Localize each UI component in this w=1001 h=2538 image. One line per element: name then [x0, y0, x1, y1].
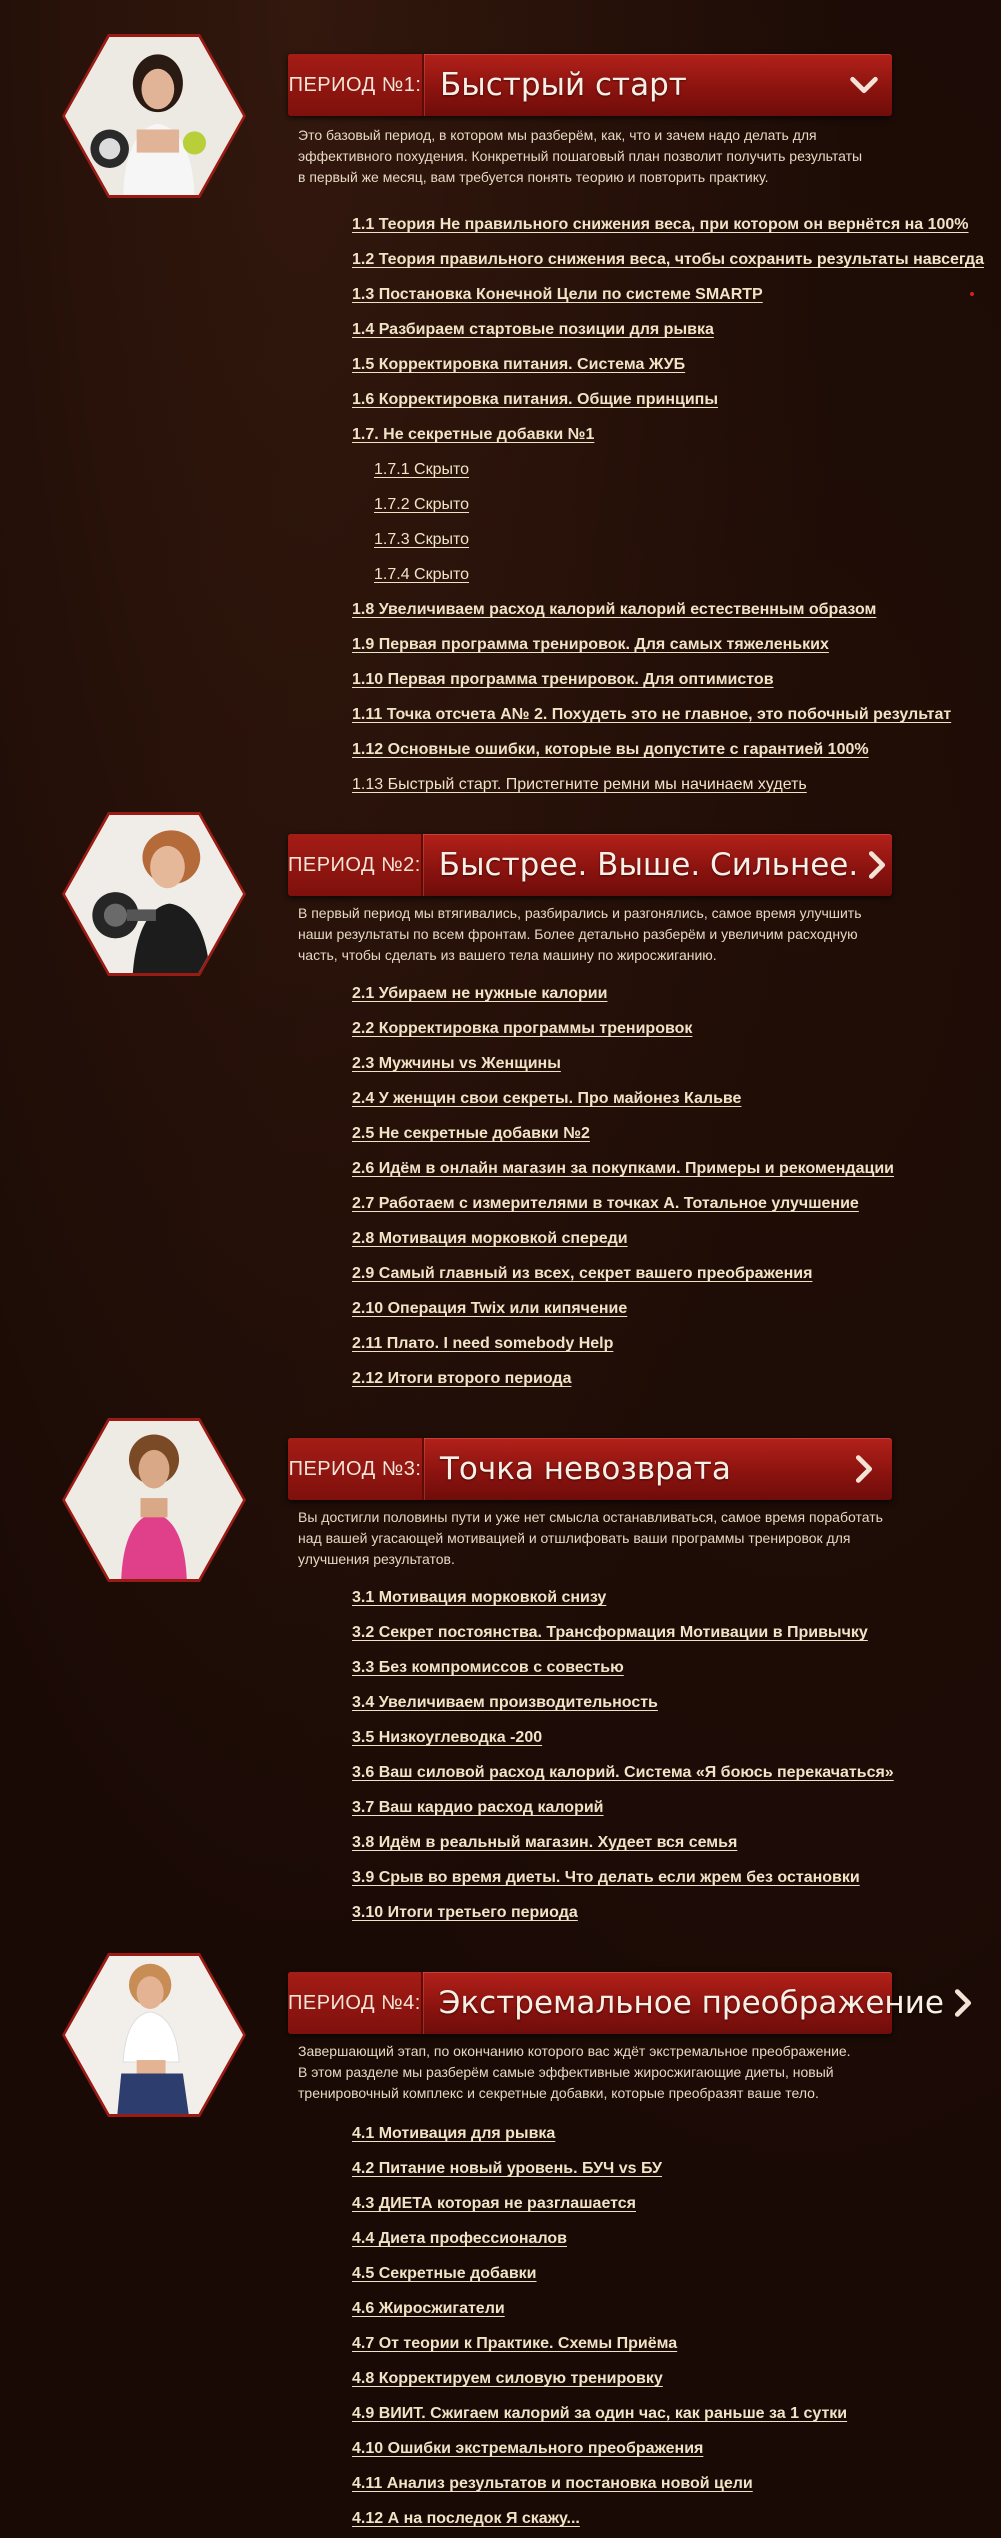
lesson-item: [352, 2431, 992, 2466]
lesson-item: [352, 312, 992, 347]
lesson-item: [352, 207, 992, 242]
lesson-item: [352, 732, 992, 767]
description-line: улучшения результатов.: [298, 1551, 455, 1567]
lesson-link[interactable]: 4.9 ВИИТ. Сжигаем калорий за один час, как раньше за 1 сутки: [352, 2405, 848, 2422]
chevron-down-icon: [845, 66, 883, 104]
lesson-link[interactable]: 1.12 Основные ошибки, которые вы допустите с гарантией 100%: [352, 741, 869, 758]
lesson-item: [352, 767, 992, 802]
lesson-item: [352, 1685, 992, 1720]
lesson-item: [352, 1790, 992, 1825]
decorative-dot: [970, 292, 974, 296]
period-1-title: Быстрый старт: [440, 67, 687, 103]
period-4-description: [298, 2041, 888, 2104]
woman-transformation-image: [65, 1956, 243, 2114]
period-2-header[interactable]: [288, 834, 892, 896]
sub-lesson-link[interactable]: 1.7.2 Скрыто: [374, 496, 470, 513]
lesson-item: [352, 1720, 992, 1755]
lesson-link[interactable]: 1.7. Не секретные добавки №1: [352, 426, 595, 443]
period-2-toggle[interactable]: [858, 834, 896, 896]
lesson-item: [352, 1615, 992, 1650]
lesson-link[interactable]: 2.2 Корректировка программы тренировок: [352, 1020, 693, 1037]
lesson-item: [352, 2396, 992, 2431]
lesson-link[interactable]: 4.5 Секретные добавки: [352, 2265, 537, 2282]
lesson-link[interactable]: 1.8 Увеличиваем расход калорий калорий естественным образом: [352, 601, 877, 618]
lesson-link[interactable]: 3.5 Низкоуглеводка -200: [352, 1729, 543, 1746]
lesson-item: [352, 697, 992, 732]
lesson-link[interactable]: 3.9 Срыв во время диеты. Что делать если жрем без остановки: [352, 1869, 860, 1886]
lesson-link[interactable]: 4.6 Жиросжигатели: [352, 2300, 505, 2317]
lesson-link[interactable]: 2.7 Работаем с измерителями в точках А. Тотальное улучшение: [352, 1195, 859, 1212]
lesson-link[interactable]: 4.3 ДИЕТА которая не разглашается: [352, 2195, 636, 2212]
period-2-description: [298, 903, 888, 966]
lesson-item: [352, 1860, 992, 1895]
period-2-photo: [62, 812, 246, 976]
lesson-link[interactable]: 2.5 Не секретные добавки №2: [352, 1125, 590, 1142]
lesson-item: [352, 1221, 992, 1256]
sub-lesson-item: [352, 557, 992, 592]
lesson-link[interactable]: 4.1 Мотивация для рывка: [352, 2125, 556, 2142]
period-1-description: [298, 125, 888, 188]
lesson-item: [352, 2361, 992, 2396]
lesson-link[interactable]: 2.9 Самый главный из всех, секрет вашего преображения: [352, 1265, 813, 1282]
woman-with-dumbbell-image: [65, 815, 243, 973]
lesson-link[interactable]: 1.4 Разбираем стартовые позиции для рывка: [352, 321, 714, 338]
lesson-item: [352, 662, 992, 697]
lesson-item: [352, 1755, 992, 1790]
lesson-item: [352, 2466, 992, 2501]
period-2-title: Быстрее. Выше. Сильнее.: [438, 847, 859, 883]
lesson-item: [352, 1291, 992, 1326]
lesson-item: [352, 1580, 992, 1615]
description-line: тренировочный комплекс и секретные добавки, которые преобразят ваше тело.: [298, 2085, 819, 2101]
lesson-link[interactable]: 1.9 Первая программа тренировок. Для самых тяжеленьких: [352, 636, 829, 653]
lesson-item: [352, 2501, 992, 2536]
lesson-item: [352, 1116, 992, 1151]
period-1-lesson-list: [352, 207, 992, 802]
lesson-item: [352, 417, 992, 452]
lesson-link[interactable]: 3.3 Без компромиссов с совестью: [352, 1659, 624, 1676]
period-3-photo: [62, 1418, 246, 1582]
period-1-label: ПЕРИОД №1:: [288, 54, 424, 116]
period-3-toggle[interactable]: [836, 1438, 892, 1500]
lesson-item: [352, 1825, 992, 1860]
sub-lesson-link[interactable]: 1.7.4 Скрыто: [374, 566, 470, 583]
period-4-toggle[interactable]: [944, 1972, 982, 2034]
period-1-photo: [62, 34, 246, 198]
period-4-header[interactable]: [288, 1972, 944, 2034]
description-line: В первый период мы втягивались, разбирались и разгонялись, самое время улучшить: [298, 905, 862, 921]
lesson-item: [352, 2256, 992, 2291]
lesson-item: [352, 242, 992, 277]
lesson-link[interactable]: 4.2 Питание новый уровень. БУЧ vs БУ: [352, 2160, 663, 2177]
lesson-link[interactable]: 3.8 Идём в реальный магазин. Худеет вся семья: [352, 1834, 738, 1851]
description-line: наши результаты по всем фронтам. Более детально разберём и увеличим расходную: [298, 926, 858, 942]
lesson-link[interactable]: 1.6 Корректировка питания. Общие принципы: [352, 391, 718, 408]
lesson-link[interactable]: 3.1 Мотивация морковкой снизу: [352, 1589, 607, 1606]
sub-lesson-link[interactable]: 1.7.3 Скрыто: [374, 531, 470, 548]
period-4-title: Экстремальное преображение: [438, 1985, 944, 2021]
lesson-item: [352, 2326, 992, 2361]
lesson-link[interactable]: 2.10 Операция Twix или кипячение: [352, 1300, 628, 1317]
lesson-item: [352, 1081, 992, 1116]
description-line: эффективного похудения. Конкретный пошаговый план позволит получить результаты: [298, 148, 863, 164]
period-3-header[interactable]: [288, 1438, 892, 1500]
lesson-item: [352, 347, 992, 382]
lesson-item: [352, 592, 992, 627]
lesson-link[interactable]: 1.2 Теория правильного снижения веса, чтобы сохранить результаты навсегда: [352, 251, 984, 268]
lesson-link[interactable]: 1.3 Постановка Конечной Цели по системе SMARTP: [352, 286, 763, 303]
sub-lesson-item: [352, 487, 992, 522]
lesson-link[interactable]: 1.1 Теория Не правильного снижения веса, при котором он вернётся на 100%: [352, 216, 969, 233]
sub-lesson-link[interactable]: 1.7.1 Скрыто: [374, 461, 470, 478]
description-line: Вы достигли половины пути и уже нет смысла останавливаться, самое время поработать: [298, 1509, 883, 1525]
lesson-link[interactable]: 4.11 Анализ результатов и постановка новой цели: [352, 2475, 753, 2492]
description-line: В этом разделе мы разберём самые эффективные жиросжигающие диеты, новый: [298, 2064, 834, 2080]
lesson-item: [352, 277, 992, 312]
lesson-link[interactable]: 2.4 У женщин свои секреты. Про майонез Кальве: [352, 1090, 742, 1107]
lesson-link[interactable]: 4.12 А на последок Я скажу...: [352, 2510, 580, 2527]
lesson-item: [352, 2186, 992, 2221]
lesson-item: [352, 1650, 992, 1685]
lesson-link[interactable]: 1.5 Корректировка питания. Система ЖУБ: [352, 356, 686, 373]
period-1-toggle[interactable]: [836, 54, 892, 116]
lesson-item: [352, 627, 992, 662]
chevron-right-icon: [944, 1984, 982, 2022]
lesson-link[interactable]: 1.10 Первая программа тренировок. Для оптимистов: [352, 671, 774, 688]
period-3-lesson-list: [352, 1580, 992, 1930]
description-line: над вашей угасающей мотивацией и отшлифовать ваши программы тренировок для: [298, 1530, 851, 1546]
period-3-label: ПЕРИОД №3:: [288, 1438, 424, 1500]
period-3-title: Точка невозврата: [440, 1451, 731, 1487]
lesson-link[interactable]: 2.3 Мужчины vs Женщины: [352, 1055, 561, 1072]
lesson-link[interactable]: 3.6 Ваш силовой расход калорий. Система «Я боюсь перекачаться»: [352, 1764, 894, 1781]
lesson-item: [352, 1011, 992, 1046]
chevron-right-icon: [858, 846, 896, 884]
lesson-link[interactable]: 4.4 Диета профессионалов: [352, 2230, 568, 2247]
lesson-item: [352, 2151, 992, 2186]
lesson-item: [352, 2291, 992, 2326]
lesson-item: [352, 1361, 992, 1396]
lesson-item: [352, 1256, 992, 1291]
lesson-item: [352, 382, 992, 417]
lesson-item: [352, 1186, 992, 1221]
period-2-label: ПЕРИОД №2:: [288, 834, 423, 896]
lesson-link[interactable]: 4.7 От теории к Практике. Схемы Приёма: [352, 2335, 678, 2352]
lesson-link[interactable]: 3.2 Секрет постоянства. Трансформация Мотивации в Привычку: [352, 1624, 868, 1641]
period-4-photo: [62, 1953, 246, 2117]
lesson-item: [352, 1895, 992, 1930]
period-4-lesson-list: [352, 2116, 992, 2536]
lesson-link[interactable]: 2.12 Итоги второго периода: [352, 1370, 572, 1387]
lesson-link[interactable]: 4.10 Ошибки экстремального преображения: [352, 2440, 704, 2457]
sub-lesson-item: [352, 452, 992, 487]
description-line: в первый же месяц, вам требуется понять теорию и повторить практику.: [298, 169, 769, 185]
lesson-link[interactable]: 1.13 Быстрый старт. Пристегните ремни мы начинаем худеть: [352, 776, 807, 793]
woman-with-scale-image: [65, 37, 243, 195]
sub-lesson-item: [352, 522, 992, 557]
lesson-link[interactable]: 2.6 Идём в онлайн магазин за покупками. Примеры и рекомендации: [352, 1160, 894, 1177]
lesson-link[interactable]: 2.8 Мотивация морковкой спереди: [352, 1230, 628, 1247]
lesson-item: [352, 1046, 992, 1081]
lesson-link[interactable]: 2.1 Убираем не нужные калории: [352, 985, 608, 1002]
lesson-link[interactable]: 4.8 Корректируем силовую тренировку: [352, 2370, 663, 2387]
period-4-label: ПЕРИОД №4:: [288, 1972, 423, 2034]
lesson-item: [352, 1326, 992, 1361]
woman-running-image: [65, 1421, 243, 1579]
lesson-link[interactable]: 3.7 Ваш кардио расход калорий: [352, 1799, 604, 1816]
chevron-right-icon: [845, 1450, 883, 1488]
description-line: Завершающий этап, по окончанию которого вас ждёт экстремальное преображение.: [298, 2043, 851, 2059]
lesson-link[interactable]: 1.11 Точка отсчета А№ 2. Похудеть это не главное, это побочный результат: [352, 706, 952, 723]
lesson-item: [352, 2221, 992, 2256]
lesson-link[interactable]: 3.10 Итоги третьего периода: [352, 1904, 578, 1921]
lesson-link[interactable]: 3.4 Увеличиваем производительность: [352, 1694, 658, 1711]
period-2-lesson-list: [352, 976, 992, 1396]
lesson-item: [352, 2116, 992, 2151]
description-line: Это базовый период, в котором мы разберём, как, что и зачем надо делать для: [298, 127, 817, 143]
period-3-description: [298, 1507, 888, 1570]
period-1-header[interactable]: [288, 54, 892, 116]
description-line: часть, чтобы сделать из вашего тела машину по жиросжиганию.: [298, 947, 717, 963]
lesson-item: [352, 976, 992, 1011]
lesson-item: [352, 1151, 992, 1186]
lesson-link[interactable]: 2.11 Плато. I need somebody Help: [352, 1335, 614, 1352]
